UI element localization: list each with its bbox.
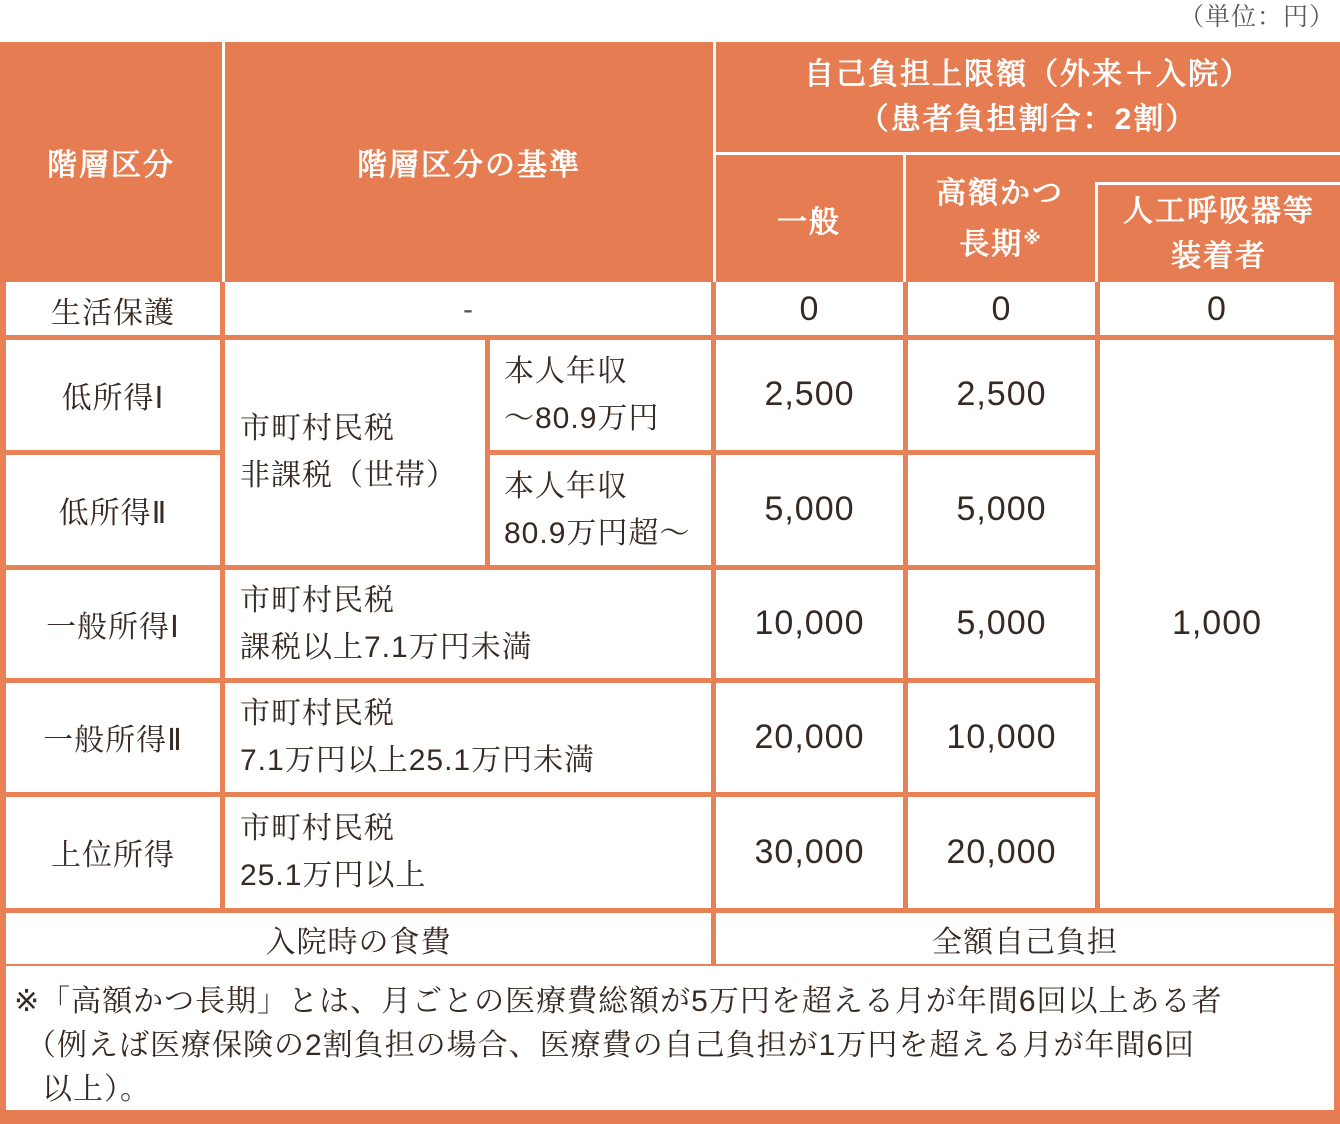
grid-line bbox=[485, 337, 490, 567]
footnote bbox=[6, 966, 1334, 1110]
value-text: 2,500 bbox=[956, 375, 1047, 413]
income-line: ～80.9万円 bbox=[504, 401, 660, 435]
criteria-cell bbox=[240, 567, 711, 680]
tier-label bbox=[6, 452, 220, 567]
header-copay-group bbox=[716, 42, 1340, 152]
tier-text: 低所得Ⅰ bbox=[61, 381, 165, 415]
header-ventilator-line1: 人工呼吸器等 bbox=[1123, 194, 1315, 228]
unit-note: （単位：円） bbox=[1178, 3, 1335, 31]
value-text: 5,000 bbox=[956, 490, 1047, 528]
header-high-long-label: 長期 bbox=[959, 227, 1024, 261]
value-cell bbox=[908, 567, 1095, 680]
footnote-line: 以上）。 bbox=[42, 1073, 151, 1106]
tier-label bbox=[6, 337, 220, 452]
value-cell bbox=[908, 452, 1095, 567]
header-ventilator bbox=[1098, 185, 1340, 282]
value-text: 0 bbox=[1207, 290, 1227, 328]
header-ventilator-line2: 装着者 bbox=[1171, 239, 1267, 273]
value-text: 0 bbox=[799, 290, 820, 328]
criteria-line: 市町村民税 bbox=[240, 412, 395, 445]
dash-text: - bbox=[463, 292, 473, 326]
header-high-long-line1: 高額かつ bbox=[936, 176, 1064, 210]
tier-label bbox=[6, 282, 220, 337]
meal-value-text: 全額自己負担 bbox=[932, 925, 1118, 959]
tier-label bbox=[6, 794, 220, 910]
criteria-dash-cell bbox=[225, 282, 711, 337]
value-cell bbox=[1100, 282, 1334, 337]
table-header bbox=[0, 42, 1340, 282]
header-copay-title-line1: 自己負担上限額（外来＋入院） bbox=[804, 58, 1252, 91]
criteria-line: 市町村民税 bbox=[240, 697, 395, 730]
tier-label bbox=[6, 567, 220, 680]
criteria-line: 課税以上7.1万円未満 bbox=[240, 630, 533, 664]
criteria-line: 市町村民税 bbox=[240, 583, 395, 617]
value-text: 20,000 bbox=[754, 717, 865, 756]
value-cell bbox=[716, 337, 903, 452]
header-high-long-line2 bbox=[959, 216, 1041, 267]
header-criteria bbox=[225, 42, 713, 282]
income-line: 本人年収 bbox=[504, 354, 628, 388]
footnote-mark: ※ bbox=[1023, 227, 1041, 248]
header-tier-label: 階層区分 bbox=[47, 149, 175, 182]
meal-label-text: 入院時の食費 bbox=[265, 925, 452, 959]
header-high-long bbox=[906, 155, 1094, 282]
value-text: 5,000 bbox=[956, 604, 1047, 642]
income-cell bbox=[504, 452, 711, 567]
value-cell bbox=[908, 282, 1095, 337]
criteria-line: 非課税（世帯） bbox=[240, 459, 457, 492]
footnote-line: （例えば医療保険の2割負担の場合、医療費の自己負担が1万円を超える月が年間6回 bbox=[26, 1029, 1196, 1062]
header-tier bbox=[0, 42, 222, 282]
meal-value-cell bbox=[716, 913, 1334, 964]
grid-line bbox=[220, 282, 225, 910]
ventilator-merged-value-cell bbox=[1100, 337, 1334, 910]
value-text: 5,000 bbox=[764, 490, 855, 528]
tier-text: 一般所得Ⅱ bbox=[43, 724, 183, 757]
header-copay-title-line2: （患者負担割合：2割） bbox=[858, 103, 1198, 136]
tier-text: 低所得Ⅱ bbox=[58, 496, 168, 530]
value-cell bbox=[716, 282, 903, 337]
income-line: 本人年収 bbox=[504, 469, 628, 503]
tier-text: 生活保護 bbox=[51, 296, 175, 330]
value-text: 20,000 bbox=[946, 832, 1057, 871]
criteria-line: 市町村民税 bbox=[240, 812, 395, 845]
header-general-label: 一般 bbox=[777, 205, 841, 239]
value-text: 0 bbox=[991, 290, 1012, 328]
criteria-line: 25.1万円以上 bbox=[240, 859, 427, 892]
value-text: 10,000 bbox=[946, 717, 1057, 756]
value-cell bbox=[908, 680, 1095, 794]
criteria-cell bbox=[240, 680, 711, 794]
criteria-merged-cell bbox=[240, 337, 485, 567]
table-bottom-bar bbox=[0, 1110, 1340, 1124]
footnote-line: ※「高額かつ長期」とは、月ごとの医療費総額が5万円を超える月が年間6回以上ある者 bbox=[14, 985, 1223, 1018]
value-cell bbox=[908, 337, 1095, 452]
table-outer-border-right bbox=[1334, 282, 1340, 1124]
criteria-cell bbox=[240, 794, 711, 910]
value-text: 2,500 bbox=[764, 375, 855, 413]
value-cell bbox=[716, 680, 903, 794]
income-line: 80.9万円超～ bbox=[504, 516, 691, 550]
value-cell bbox=[716, 567, 903, 680]
value-cell bbox=[716, 452, 903, 567]
income-cell bbox=[504, 337, 711, 452]
meal-label-cell bbox=[6, 913, 711, 964]
value-cell bbox=[716, 794, 903, 910]
value-text: 10,000 bbox=[754, 604, 865, 642]
criteria-line: 7.1万円以上25.1万円未満 bbox=[240, 744, 596, 777]
tier-text: 上位所得 bbox=[51, 839, 175, 872]
value-text: 30,000 bbox=[754, 832, 865, 871]
tier-text: 一般所得Ⅰ bbox=[46, 610, 180, 644]
tier-label bbox=[6, 680, 220, 794]
value-text: 1,000 bbox=[1171, 604, 1263, 642]
header-general bbox=[716, 155, 902, 282]
header-criteria-label: 階層区分の基準 bbox=[357, 149, 581, 182]
value-cell bbox=[908, 794, 1095, 910]
